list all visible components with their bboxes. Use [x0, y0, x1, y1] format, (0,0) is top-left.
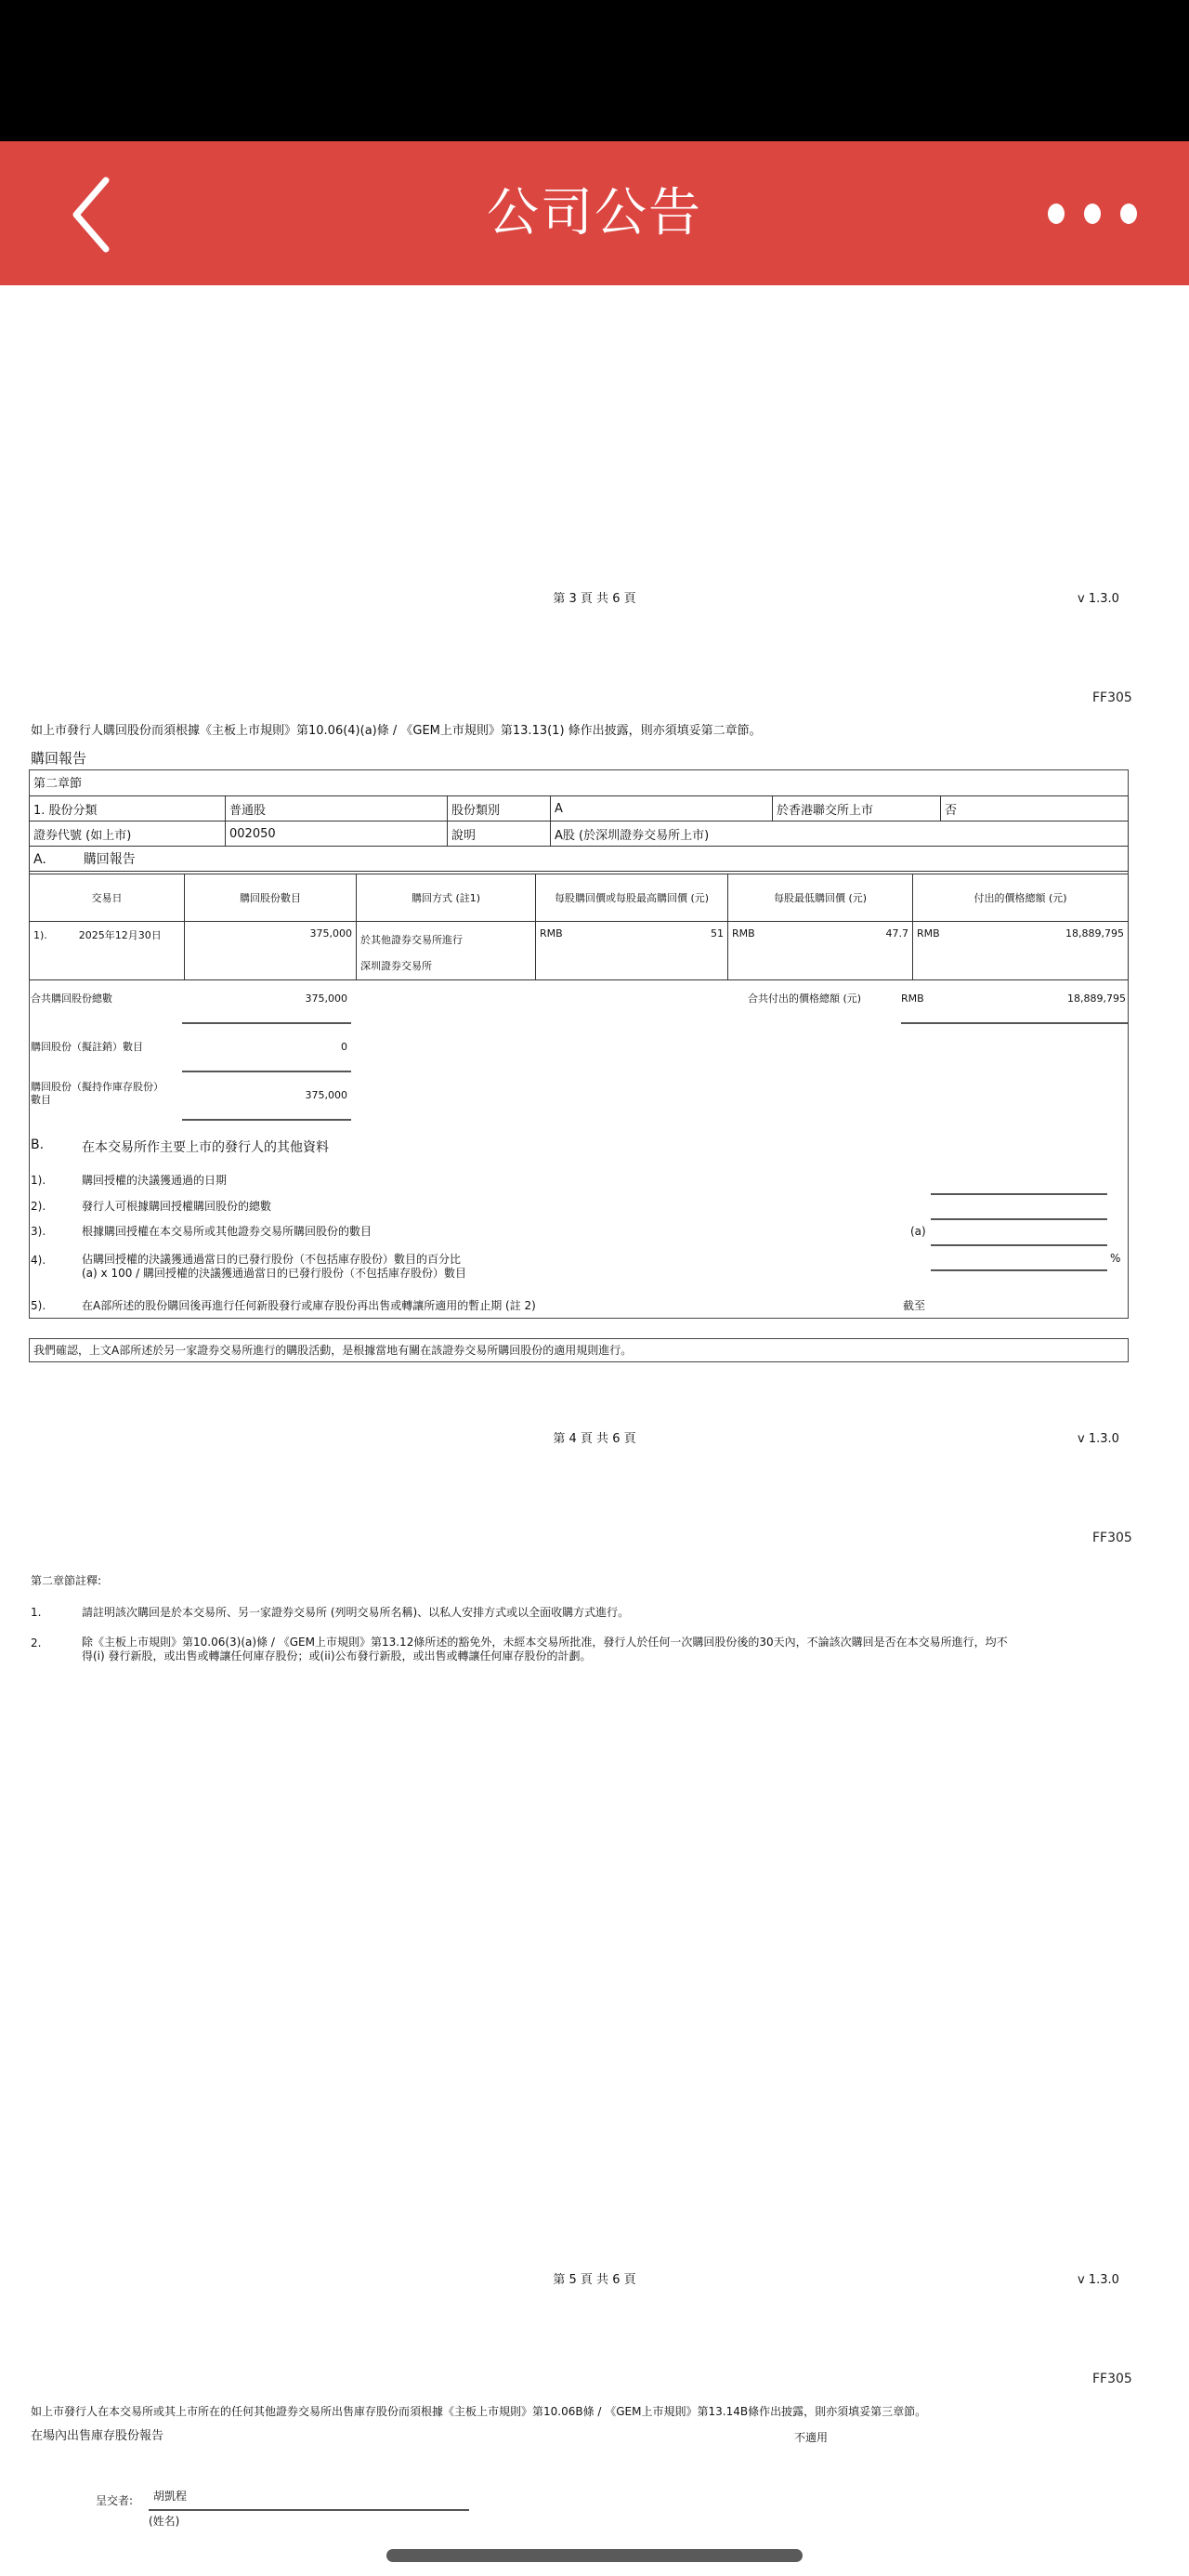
desc-value: A股 (於深圳證券交易所上市)	[551, 821, 1129, 847]
note-text-line-2: 得(i) 發行新股，或出售或轉讓任何庫存股份；或(ii)公布發行新股，或出售或轉讓任何庫存股份的計劃。	[82, 1649, 592, 1663]
note-index: 2.	[31, 1636, 42, 1649]
low-price: 47.7	[885, 927, 908, 940]
note-text-line-1: 除《主板上市規則》第10.06(3)(a)條 / 《GEM上市規則》第13.12條所述的豁免外，未經本交易所批准，發行人於任何一次購回股份後的30天內，不論該次購回是否在本交易所進行，均不	[82, 1636, 1008, 1649]
submitter-label: 呈交者:	[96, 2494, 134, 2507]
note-text: 請註明該次購回是於本交易所、另一家證券交易所 (列明交易所名稱)、以私人安排方式或以全面收購方式進行。	[82, 1606, 630, 1619]
item-index: 1).	[31, 1174, 46, 1187]
section-title: 第二章節	[33, 777, 83, 791]
col-header: 購回方式 (註1)	[357, 874, 536, 922]
form-code: FF305	[1092, 690, 1132, 705]
item-text: 在A部所述的股份購回後再進行任何新股發行或庫存股份再出售或轉讓所適用的暫止期 (註 2)	[82, 1299, 536, 1312]
status-bar	[0, 0, 1189, 141]
part-a-heading	[30, 847, 1129, 872]
home-indicator[interactable]	[386, 2549, 803, 2562]
underline	[182, 1071, 351, 1072]
report-heading: 購回報告	[31, 750, 87, 767]
total-price: 18,889,795	[1065, 927, 1124, 940]
cancel-value: 0	[341, 1041, 347, 1053]
type-value: A	[551, 796, 773, 821]
col-header: 交易日	[30, 874, 185, 922]
report-heading: 在場內出售庫存股份報告	[31, 2429, 164, 2443]
notes-title: 第二章節註釋:	[31, 1574, 102, 1587]
until-label: 截至	[903, 1299, 926, 1312]
shares-value: 375,000	[185, 922, 357, 980]
method-line-1: 於其他證券交易所進行	[360, 934, 463, 946]
col-header: 購回股份數目	[185, 874, 357, 922]
item-index: 2).	[31, 1200, 46, 1213]
treasury-label-line-1: 購回股份（擬持作庫存股份）	[31, 1081, 163, 1093]
item-text	[82, 1253, 466, 1281]
answer-line[interactable]	[931, 1269, 1107, 1271]
form-code: FF305	[1092, 1531, 1132, 1545]
part-a-title: 購回報告	[83, 852, 136, 867]
version-label: v 1.3.0	[1078, 1432, 1119, 1446]
total-paid-value: 18,889,795	[1067, 992, 1126, 1005]
more-dots-icon[interactable]	[1048, 204, 1137, 223]
total-currency: RMB	[917, 927, 940, 940]
class-value: 普通股	[226, 796, 448, 821]
desc-label: 說明	[448, 821, 551, 847]
row-index: 1).	[33, 929, 47, 941]
intro-text: 如上市發行人在本交易所或其上市所在的任何其他證券交易所出售庫存股份而須根據《主板上市規則》第10.06B條 / 《GEM上市規則》第13.14B條作出披露，則亦須填妥第三章節。	[31, 2405, 927, 2418]
trade-date: 2025年12月30日	[78, 929, 162, 941]
high-currency: RMB	[540, 927, 563, 940]
page-title: 公司公告	[487, 183, 702, 243]
high-price: 51	[711, 927, 724, 940]
item-index: 4).	[31, 1254, 46, 1267]
item-text-line-1: 佔購回授權的決議獲通過當日的已發行股份（不包括庫存股份）數目的百分比	[82, 1253, 462, 1266]
total-shares-label: 合共購回股份總數	[31, 992, 112, 1005]
confirmation-text: 我們確認，上文A部所述於另一家證券交易所進行的購股活動，是根據當地有關在該證券交易所購回股份的適用規則進行。	[29, 1338, 1129, 1362]
answer-line[interactable]	[931, 1218, 1107, 1220]
treasury-label	[31, 1081, 163, 1107]
answer-line[interactable]	[931, 1193, 1107, 1195]
form-code: FF305	[1092, 2372, 1132, 2386]
page-number: 第 3 頁 共 6 頁	[553, 592, 636, 606]
part-a-letter: A.	[33, 852, 46, 867]
repurchase-table	[29, 874, 1129, 980]
part-b-letter: B.	[31, 1137, 45, 1152]
part-b-title: 在本交易所作主要上市的發行人的其他資料	[82, 1140, 329, 1155]
percent-sign: %	[1110, 1252, 1121, 1265]
hk-value: 否	[941, 796, 1129, 821]
item-text: 根據購回授權在本交易所或其他證券交易所購回股份的數目	[82, 1225, 372, 1238]
version-label: v 1.3.0	[1078, 2273, 1119, 2287]
code-label: 證券代號 (如上市)	[30, 821, 226, 847]
item-text: 發行人可根據購回授權購回股份的總數	[82, 1200, 272, 1213]
method-line-2: 深圳證券交易所	[360, 960, 432, 972]
total-paid-label: 合共付出的價格總額 (元)	[748, 992, 862, 1005]
total-shares-value: 375,000	[305, 992, 347, 1005]
item-index: 5).	[31, 1299, 46, 1312]
item-index: 3).	[31, 1225, 46, 1238]
version-label: v 1.3.0	[1078, 592, 1119, 606]
treasury-label-line-2: 數目	[31, 1094, 51, 1106]
low-currency: RMB	[732, 927, 755, 940]
page-number: 第 5 頁 共 6 頁	[553, 2273, 636, 2287]
note-index: 1.	[31, 1606, 42, 1619]
info-table	[29, 795, 1129, 872]
item-text-line-2: (a) x 100 / 購回授權的決議獲通過當日的已發行股份（不包括庫存股份）數目	[82, 1267, 467, 1280]
cancel-label: 購回股份（擬註銷）數目	[31, 1041, 143, 1053]
code-value: 002050	[226, 821, 448, 847]
not-applicable: 不適用	[794, 2431, 829, 2444]
page-number: 第 4 頁 共 6 頁	[553, 1432, 636, 1446]
treasury-value: 375,000	[305, 1089, 347, 1101]
col-header: 每股最低購回價 (元)	[728, 874, 913, 922]
hk-label: 於香港聯交所上市	[773, 796, 941, 821]
a-label: (a)	[910, 1225, 926, 1238]
answer-line[interactable]	[931, 1244, 1107, 1246]
table-row	[30, 922, 1129, 980]
col-header: 每股購回價或每股最高購回價 (元)	[536, 874, 728, 922]
intro-text: 如上市發行人購回股份而須根據《主板上市規則》第10.06(4)(a)條 / 《GEM上市規則》第13.13(1) 條作出披露，則亦須填妥第二章節。	[31, 724, 762, 738]
submitter-name: 胡凱程	[153, 2490, 188, 2503]
signature-line	[149, 2509, 469, 2511]
total-paid-currency: RMB	[901, 992, 924, 1005]
name-caption: (姓名)	[149, 2515, 180, 2528]
note-text	[82, 1636, 1008, 1663]
item-text: 購回授權的決議獲通過的日期	[82, 1174, 228, 1187]
type-label: 股份類別	[448, 796, 551, 821]
class-label: 1. 股份分類	[30, 796, 226, 821]
underline	[182, 1022, 351, 1024]
underline	[901, 1022, 1128, 1024]
col-header: 付出的價格總額 (元)	[913, 874, 1129, 922]
underline	[182, 1119, 351, 1121]
